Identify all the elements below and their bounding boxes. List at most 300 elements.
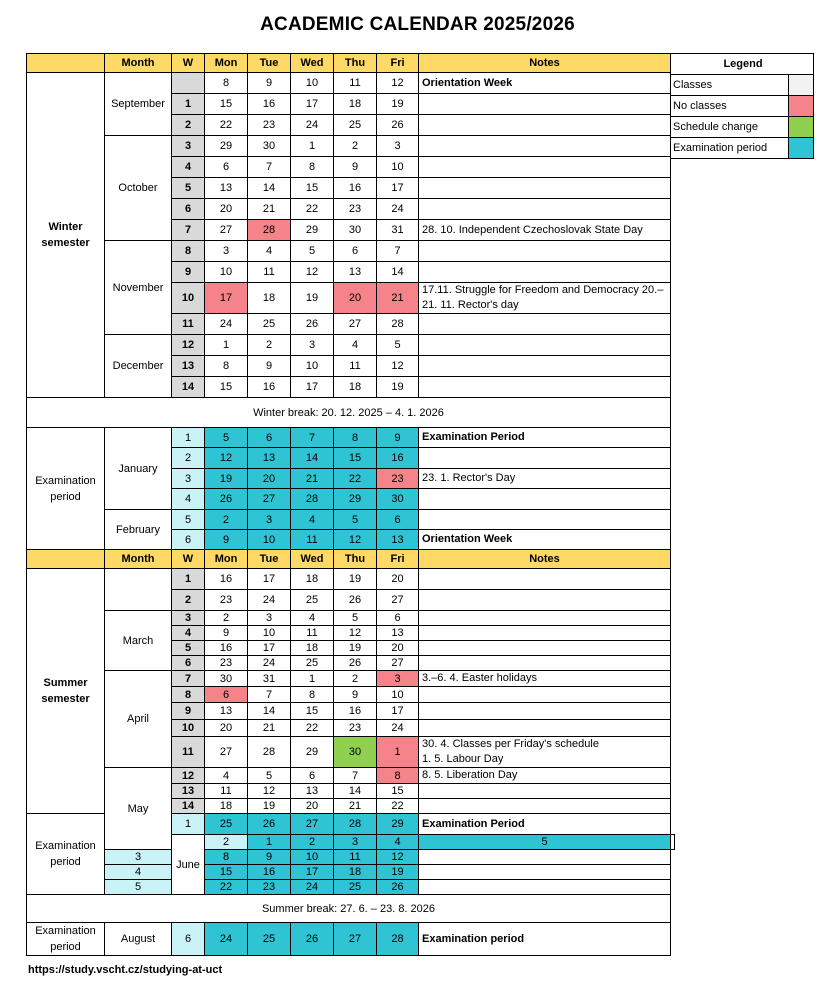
day-thu: 22 <box>334 469 377 489</box>
day-mon: 2 <box>205 510 248 530</box>
day-fri: 24 <box>377 199 419 220</box>
day-wed: 29 <box>291 737 334 768</box>
day-thu: 2 <box>334 136 377 157</box>
day-wed: 17 <box>291 377 334 398</box>
day-mon: 5 <box>205 428 248 448</box>
day-mon: 8 <box>205 356 248 377</box>
day-fri: 31 <box>377 220 419 241</box>
day-wed: 22 <box>291 199 334 220</box>
day-wed: 11 <box>291 626 334 641</box>
week-number: 8 <box>172 241 205 262</box>
day-wed: 22 <box>291 720 334 737</box>
week-number: 4 <box>105 865 172 880</box>
day-wed: 10 <box>291 73 334 94</box>
day-tue: 3 <box>248 611 291 626</box>
day-mon: 29 <box>205 136 248 157</box>
day-wed: 1 <box>291 136 334 157</box>
day-tue: 5 <box>248 768 291 784</box>
header-thu: Thu <box>334 550 377 569</box>
day-fri: 13 <box>377 626 419 641</box>
day-mon: 12 <box>205 448 248 469</box>
day-wed: 3 <box>291 335 334 356</box>
week-row <box>27 335 675 356</box>
day-fri: 19 <box>377 94 419 115</box>
day-thu: 28 <box>334 814 377 835</box>
month-march: March <box>105 611 172 671</box>
week-number: 3 <box>172 611 205 626</box>
day-tue: 11 <box>248 262 291 283</box>
month-january: January <box>105 428 172 510</box>
day-mon: 6 <box>205 687 248 703</box>
day-mon: 24 <box>205 314 248 335</box>
day-wed: 28 <box>291 489 334 510</box>
day-wed: 14 <box>291 448 334 469</box>
week-number: 6 <box>172 530 205 550</box>
notes-cell <box>419 799 671 814</box>
day-thu: 9 <box>334 687 377 703</box>
month-february: February <box>105 510 172 550</box>
day-tue: 28 <box>248 737 291 768</box>
header-fri: Fri <box>377 550 419 569</box>
legend-label: Examination period <box>671 138 789 159</box>
day-wed: 17 <box>291 94 334 115</box>
day-wed: 13 <box>291 784 334 799</box>
month-august: August <box>105 923 172 956</box>
day-fri: 1 <box>377 737 419 768</box>
day-fri: 30 <box>377 489 419 510</box>
day-tue: 24 <box>248 656 291 671</box>
week-number: 12 <box>172 768 205 784</box>
day-tue: 30 <box>248 136 291 157</box>
day-fri: 19 <box>377 377 419 398</box>
day-fri: 21 <box>377 283 419 314</box>
day-tue: 14 <box>248 178 291 199</box>
week-number: 2 <box>205 835 248 850</box>
day-thu: 18 <box>334 94 377 115</box>
day-thu: 19 <box>334 569 377 590</box>
day-fri: 12 <box>377 73 419 94</box>
week-number: 11 <box>172 314 205 335</box>
day-mon: 3 <box>205 241 248 262</box>
day-thu: 11 <box>334 73 377 94</box>
week-row <box>27 768 675 784</box>
day-tue: 31 <box>248 671 291 687</box>
week-number: 1 <box>172 428 205 448</box>
day-fri: 10 <box>377 687 419 703</box>
notes-cell <box>419 510 671 530</box>
day-wed: 15 <box>291 178 334 199</box>
week-number: 9 <box>172 262 205 283</box>
day-thu: 20 <box>334 283 377 314</box>
header-mon: Mon <box>205 54 248 73</box>
week-number <box>172 73 205 94</box>
notes-cell <box>671 835 675 850</box>
day-tue: 25 <box>248 314 291 335</box>
week-number: 14 <box>172 799 205 814</box>
day-fri: 20 <box>377 569 419 590</box>
notes-cell <box>419 356 671 377</box>
week-row <box>27 241 675 262</box>
notes-cell: Orientation Week <box>419 530 671 550</box>
semester-winter: Winter semester <box>27 73 105 398</box>
day-wed: 3 <box>334 835 377 850</box>
month-september: September <box>105 73 172 136</box>
day-thu: 30 <box>334 220 377 241</box>
day-thu: 16 <box>334 703 377 720</box>
summer-break: Summer break: 27. 6. – 23. 8. 2026 <box>27 895 671 923</box>
source-url: https://study.vscht.cz/studying-at-uct <box>28 964 223 976</box>
day-mon: 10 <box>205 262 248 283</box>
day-wed: 8 <box>291 687 334 703</box>
day-mon: 20 <box>205 199 248 220</box>
week-number: 6 <box>172 656 205 671</box>
week-number: 7 <box>172 220 205 241</box>
day-thu: 26 <box>334 656 377 671</box>
notes-cell: 8. 5. Liberation Day <box>419 768 671 784</box>
day-thu: 23 <box>334 720 377 737</box>
day-tue: 3 <box>248 510 291 530</box>
day-tue: 17 <box>248 569 291 590</box>
week-number: 13 <box>172 356 205 377</box>
notes-cell <box>419 241 671 262</box>
notes-cell <box>419 489 671 510</box>
day-mon: 20 <box>205 720 248 737</box>
notes-cell <box>419 687 671 703</box>
day-fri: 19 <box>377 865 419 880</box>
day-thu: 4 <box>377 835 419 850</box>
day-wed: 10 <box>291 356 334 377</box>
notes-cell <box>419 136 671 157</box>
break-row <box>27 895 675 923</box>
notes-cell <box>419 590 671 611</box>
notes-cell <box>419 157 671 178</box>
day-fri: 29 <box>377 814 419 835</box>
note-line: 1. 5. Labour Day <box>422 753 504 765</box>
notes-cell <box>419 737 671 768</box>
day-fri: 22 <box>377 799 419 814</box>
notes-cell <box>419 865 671 880</box>
notes-cell <box>419 656 671 671</box>
day-thu: 23 <box>334 199 377 220</box>
day-mon: 9 <box>205 626 248 641</box>
day-fri: 23 <box>377 469 419 489</box>
week-number: 5 <box>105 880 172 895</box>
notes-cell <box>419 611 671 626</box>
day-mon: 2 <box>205 611 248 626</box>
week-number: 7 <box>172 671 205 687</box>
header-w: W <box>172 54 205 73</box>
day-fri: 16 <box>377 448 419 469</box>
day-thu: 8 <box>334 428 377 448</box>
notes-cell: Orientation Week <box>419 73 671 94</box>
day-wed: 15 <box>291 703 334 720</box>
week-number: 10 <box>172 283 205 314</box>
day-fri: 20 <box>377 641 419 656</box>
week-number: 12 <box>172 335 205 356</box>
week-number: 6 <box>172 199 205 220</box>
header-month: Month <box>105 54 172 73</box>
day-wed: 10 <box>291 850 334 865</box>
week-row <box>27 850 675 865</box>
day-tue: 9 <box>248 356 291 377</box>
day-thu: 19 <box>334 641 377 656</box>
header-tue: Tue <box>248 550 291 569</box>
day-thu: 27 <box>334 923 377 956</box>
day-thu: 11 <box>334 850 377 865</box>
day-wed: 1 <box>291 671 334 687</box>
header-thu: Thu <box>334 54 377 73</box>
notes-cell <box>419 569 671 590</box>
day-thu: 21 <box>334 799 377 814</box>
day-tue: 21 <box>248 720 291 737</box>
day-mon: 26 <box>205 489 248 510</box>
break-row <box>27 398 675 428</box>
day-tue: 6 <box>248 428 291 448</box>
week-row <box>27 671 675 687</box>
legend-swatch <box>789 96 814 117</box>
day-mon: 16 <box>205 569 248 590</box>
notes-cell <box>419 178 671 199</box>
notes-cell <box>419 784 671 799</box>
day-mon: 23 <box>205 590 248 611</box>
legend-item <box>671 96 814 117</box>
day-tue: 9 <box>248 850 291 865</box>
day-thu: 7 <box>334 768 377 784</box>
notes-cell <box>419 850 671 865</box>
day-tue: 2 <box>291 835 334 850</box>
notes-cell <box>419 626 671 641</box>
month-october: October <box>105 136 172 241</box>
week-number: 14 <box>172 377 205 398</box>
notes-cell: 28. 10. Independent Czechoslovak State Day <box>419 220 671 241</box>
day-mon: 1 <box>205 335 248 356</box>
week-number: 3 <box>172 136 205 157</box>
day-fri: 8 <box>377 768 419 784</box>
week-number: 2 <box>172 590 205 611</box>
header-notes: Notes <box>419 54 671 73</box>
day-wed: 4 <box>291 611 334 626</box>
day-wed: 6 <box>291 768 334 784</box>
calendar-table <box>26 53 675 956</box>
notes-cell <box>419 880 671 895</box>
day-fri: 26 <box>377 880 419 895</box>
day-fri: 14 <box>377 262 419 283</box>
notes-cell <box>419 115 671 136</box>
day-tue: 10 <box>248 626 291 641</box>
day-tue: 12 <box>248 784 291 799</box>
day-mon: 15 <box>205 865 248 880</box>
day-tue: 23 <box>248 115 291 136</box>
semester-exam-2: Examination period <box>27 814 105 895</box>
day-thu: 4 <box>334 335 377 356</box>
notes-cell <box>419 641 671 656</box>
day-thu: 9 <box>334 157 377 178</box>
day-wed: 17 <box>291 865 334 880</box>
day-fri: 6 <box>377 611 419 626</box>
week-number: 9 <box>172 703 205 720</box>
notes-cell <box>419 703 671 720</box>
day-fri: 17 <box>377 178 419 199</box>
day-wed: 25 <box>291 656 334 671</box>
header-wed: Wed <box>291 550 334 569</box>
week-number: 6 <box>172 923 205 956</box>
day-fri: 28 <box>377 923 419 956</box>
week-number: 2 <box>172 115 205 136</box>
header-wed: Wed <box>291 54 334 73</box>
legend-item <box>671 117 814 138</box>
week-number: 4 <box>172 626 205 641</box>
legend-item <box>671 138 814 159</box>
day-tue: 16 <box>248 94 291 115</box>
day-wed: 27 <box>291 814 334 835</box>
day-wed: 24 <box>291 115 334 136</box>
notes-cell <box>419 335 671 356</box>
legend-label: Schedule change <box>671 117 789 138</box>
day-tue: 23 <box>248 880 291 895</box>
day-mon: 27 <box>205 220 248 241</box>
legend-swatch <box>789 138 814 159</box>
notes-cell <box>419 314 671 335</box>
day-fri: 13 <box>377 530 419 550</box>
day-tue: 21 <box>248 199 291 220</box>
day-fri: 7 <box>377 241 419 262</box>
day-wed: 18 <box>291 569 334 590</box>
legend-swatch <box>789 117 814 138</box>
day-wed: 11 <box>291 530 334 550</box>
day-tue: 28 <box>248 220 291 241</box>
day-mon: 15 <box>205 377 248 398</box>
day-mon: 13 <box>205 703 248 720</box>
week-number: 4 <box>172 489 205 510</box>
day-fri: 24 <box>377 720 419 737</box>
day-thu: 5 <box>334 510 377 530</box>
week-row <box>27 73 675 94</box>
notes-cell: 23. 1. Rector's Day <box>419 469 671 489</box>
day-fri: 12 <box>377 356 419 377</box>
week-number: 3 <box>172 469 205 489</box>
day-wed: 18 <box>291 641 334 656</box>
header-blank <box>27 550 105 569</box>
header-mon: Mon <box>205 550 248 569</box>
month-june: June <box>172 835 205 895</box>
week-number: 5 <box>172 641 205 656</box>
day-mon: 17 <box>205 283 248 314</box>
day-thu: 15 <box>334 448 377 469</box>
day-wed: 29 <box>291 220 334 241</box>
day-mon: 15 <box>205 94 248 115</box>
day-wed: 20 <box>291 799 334 814</box>
day-wed: 5 <box>291 241 334 262</box>
day-fri: 15 <box>377 784 419 799</box>
day-tue: 10 <box>248 530 291 550</box>
week-number: 10 <box>172 720 205 737</box>
page-title: ACADEMIC CALENDAR 2025/2026 <box>260 14 575 35</box>
day-tue: 24 <box>248 590 291 611</box>
notes-cell <box>419 720 671 737</box>
day-wed: 26 <box>291 314 334 335</box>
header-row <box>27 550 675 569</box>
day-wed: 25 <box>291 590 334 611</box>
day-fri: 9 <box>377 428 419 448</box>
day-thu: 25 <box>334 880 377 895</box>
day-mon: 8 <box>205 850 248 865</box>
day-thu: 27 <box>334 314 377 335</box>
day-thu: 26 <box>334 590 377 611</box>
notes-cell <box>419 448 671 469</box>
notes-cell <box>419 262 671 283</box>
week-number: 3 <box>105 850 172 865</box>
semester-exam-3: Examination period <box>27 923 105 956</box>
week-row <box>27 569 675 590</box>
week-row <box>27 865 675 880</box>
semester-exam-1: Examination period <box>27 428 105 550</box>
day-mon: 16 <box>205 641 248 656</box>
header-blank <box>27 54 105 73</box>
day-thu: 5 <box>334 611 377 626</box>
day-wed: 19 <box>291 283 334 314</box>
day-wed: 26 <box>291 923 334 956</box>
day-wed: 24 <box>291 880 334 895</box>
legend-label: Classes <box>671 75 789 96</box>
day-tue: 27 <box>248 489 291 510</box>
day-mon: 9 <box>205 530 248 550</box>
week-row <box>27 880 675 895</box>
day-tue: 19 <box>248 799 291 814</box>
month-november: November <box>105 241 172 335</box>
week-row <box>27 611 675 626</box>
day-fri: 3 <box>377 671 419 687</box>
legend-table <box>670 53 814 159</box>
week-number: 4 <box>172 157 205 178</box>
week-number: 5 <box>172 178 205 199</box>
week-number: 2 <box>172 448 205 469</box>
notes-cell <box>419 377 671 398</box>
day-mon: 30 <box>205 671 248 687</box>
day-thu: 18 <box>334 865 377 880</box>
day-wed: 4 <box>291 510 334 530</box>
day-thu: 29 <box>334 489 377 510</box>
legend-item <box>671 75 814 96</box>
week-row <box>27 136 675 157</box>
day-tue: 7 <box>248 687 291 703</box>
winter-break: Winter break: 20. 12. 2025 – 4. 1. 2026 <box>27 398 671 428</box>
day-mon: 13 <box>205 178 248 199</box>
day-mon: 19 <box>205 469 248 489</box>
month-march-top <box>105 569 172 611</box>
week-row <box>27 510 675 530</box>
day-fri: 28 <box>377 314 419 335</box>
day-thu: 13 <box>334 262 377 283</box>
day-mon: 25 <box>205 814 248 835</box>
day-mon: 6 <box>205 157 248 178</box>
notes-cell: 17.11. Struggle for Freedom and Democracy 20.–21. 11. Rector's day <box>419 283 671 314</box>
week-number: 1 <box>172 814 205 835</box>
header-month: Month <box>105 550 172 569</box>
day-thu: 12 <box>334 626 377 641</box>
notes-cell <box>419 199 671 220</box>
day-fri: 6 <box>377 510 419 530</box>
semester-summer: Summer semester <box>27 569 105 814</box>
week-number: 1 <box>172 569 205 590</box>
day-tue: 16 <box>248 865 291 880</box>
day-tue: 20 <box>248 469 291 489</box>
day-thu: 11 <box>334 356 377 377</box>
week-number: 13 <box>172 784 205 799</box>
day-wed: 8 <box>291 157 334 178</box>
day-tue: 14 <box>248 703 291 720</box>
day-thu: 12 <box>334 530 377 550</box>
week-number: 11 <box>172 737 205 768</box>
